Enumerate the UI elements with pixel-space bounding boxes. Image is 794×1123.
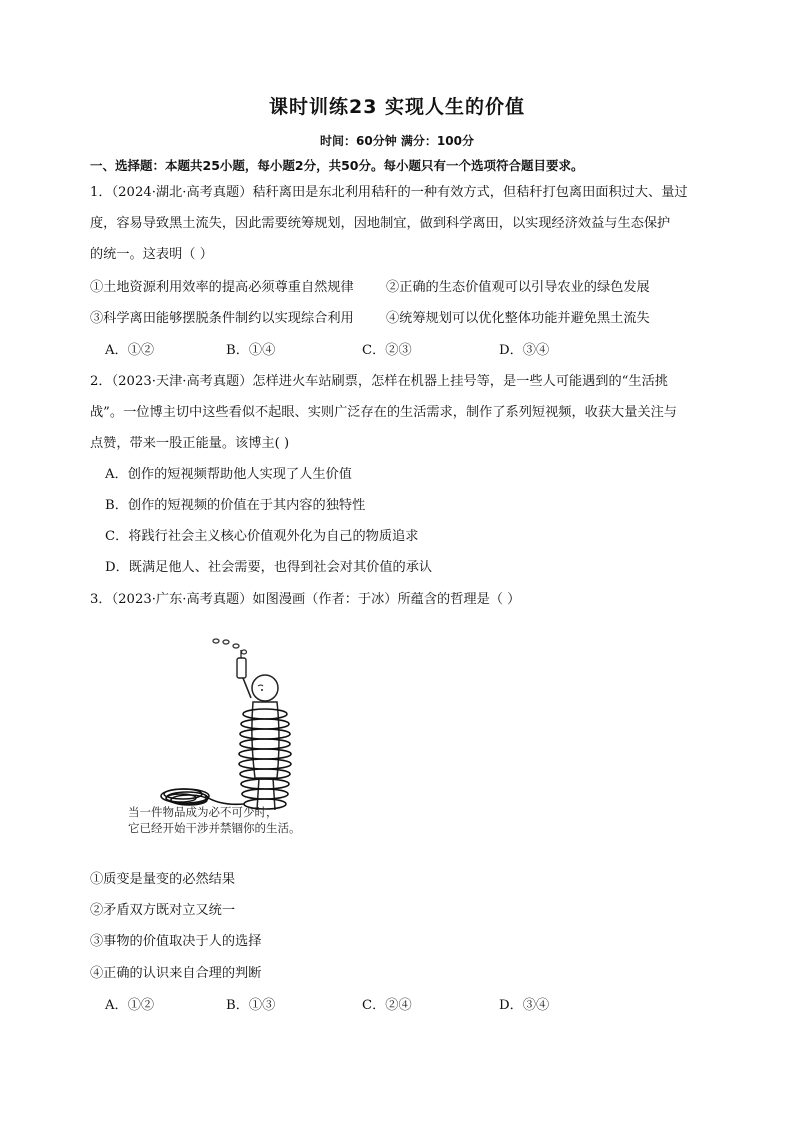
- q3-statement-4: ④正确的认识来自合理的判断: [90, 966, 262, 981]
- q1-answer-b[interactable]: B．①④: [226, 343, 276, 358]
- q3-statement-1: ①质变是量变的必然结果: [90, 872, 236, 887]
- q1-statement-1: ①土地资源利用效率的提高必须尊重自然规律: [90, 280, 354, 295]
- q3-statement-2: ②矛盾双方既对立又统一: [90, 903, 236, 918]
- person-head: [252, 675, 278, 701]
- q1-answer-a[interactable]: A．①②: [105, 343, 155, 358]
- q2-option-c[interactable]: C．将践行社会主义核心价值观外化为自己的物质追求: [105, 529, 419, 544]
- q1-answer-c[interactable]: C．②③: [362, 343, 412, 358]
- q3-answer-a[interactable]: A．①②: [105, 998, 155, 1013]
- q2-stem-line-3: 点赞，带来一股正能量。该博主( ): [90, 436, 290, 451]
- section-heading: 一、选择题：本题共25小题，每小题2分，共50分。每小题只有一个选项符合题目要求。: [90, 158, 584, 173]
- q2-option-b[interactable]: B．创作的短视频的价值在于其内容的独特性: [105, 498, 366, 513]
- page-title: 课时训练23 实现人生的价值: [268, 96, 526, 118]
- q1-stem-line-1: 1．（2024·湖北·高考真题）秸秆离田是东北利用秸秆的一种有效方式，但秸秆打包离田面积过大、量过: [90, 185, 688, 200]
- cartoon-caption-line-1: 当一件物品成为必不可少时，: [128, 805, 278, 819]
- mobile-phone-icon: [237, 658, 246, 678]
- q2-option-a[interactable]: A．创作的短视频帮助他人实现了人生价值: [105, 467, 352, 482]
- q1-stem-line-3: 的统一。这表明（ ）: [90, 247, 213, 262]
- q3-answer-d[interactable]: D．③④: [499, 998, 550, 1013]
- time-score-info: 时间：60分钟 满分：100分: [320, 134, 474, 148]
- q3-answer-b[interactable]: B．①③: [226, 998, 276, 1013]
- q1-answer-d[interactable]: D．③④: [499, 343, 550, 358]
- q1-statement-4: ④统筹规划可以优化整体功能并避免黑土流失: [386, 311, 650, 326]
- q2-stem-line-1: 2．（2023·天津·高考真题）怎样进火车站刷票，怎样在机器上挂号等，是一些人可能遇到的“生活挑: [90, 374, 668, 389]
- q3-statement-3: ③事物的价值取决于人的选择: [90, 934, 262, 949]
- q2-option-d[interactable]: D．既满足他人、社会需要，也得到社会对其价值的承认: [105, 560, 433, 575]
- q3-answer-c[interactable]: C．②④: [362, 998, 412, 1013]
- q1-statement-3: ③科学离田能够摆脱条件制约以实现综合利用: [90, 311, 354, 326]
- q2-stem-line-2: 战”。一位博主切中这些看似不起眼、实则广泛存在的生活需求，制作了系列短视频，收获大量关注与: [90, 405, 677, 420]
- q1-statement-2: ②正确的生态价值观可以引导农业的绿色发展: [386, 280, 650, 295]
- q1-stem-line-2: 度，容易导致黑土流失，因此需要统筹规划，因地制宜，做到科学离田，以实现经济效益与生态保护: [90, 216, 671, 231]
- cartoon-caption-line-2: 它已经开始干涉并禁锢你的生活。: [128, 821, 301, 835]
- q3-stem: 3．（2023·广东·高考真题）如图漫画（作者：于冰）所蕴含的哲理是（ ）: [90, 592, 521, 607]
- cord-pile: [161, 789, 209, 805]
